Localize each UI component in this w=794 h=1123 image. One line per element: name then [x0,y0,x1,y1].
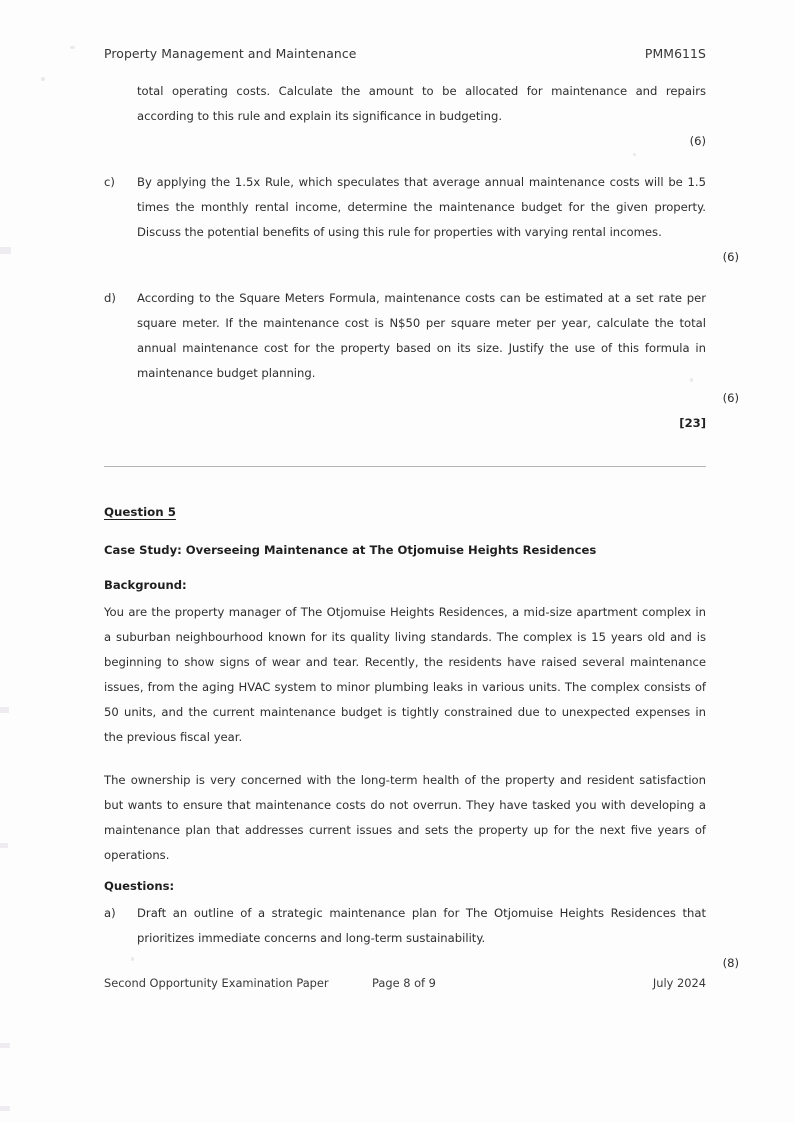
course-title: Property Management and Maintenance [104,46,357,61]
item-marks-a: (8) [722,956,739,970]
scan-edge-artifact [0,1106,10,1111]
item-marker-d: d) [104,291,116,305]
footer-paper-type: Second Opportunity Examination Paper [104,976,329,990]
item-text-a: Draft an outline of a strategic maintenance plan for The Otjomuise Heights Residences that prioritizes immediate concerns and long-term sustainability. [137,906,706,945]
footer-date: July 2024 [652,976,706,990]
question5-item-a [104,901,739,976]
section-total-marks: [23] [679,416,706,430]
background-paragraph-2: The ownership is very concerned with the long-term health of the property and resident satisfaction but wants to ensure that maintenance costs do not overrun. They have tasked you with developing a maintenance plan that addresses current issues and sets the property up for the next five years of operations. [104,773,706,862]
question-item-d [104,286,739,411]
document-header [104,46,706,61]
continuation-marks: (6) [689,134,706,148]
question-item-c [104,170,739,270]
document-footer [104,976,706,990]
questions-label: Questions: [104,879,175,893]
scan-edge-artifact [0,707,9,713]
item-marker-a: a) [104,906,116,920]
document-content [104,46,739,976]
item-marks-c: (6) [722,250,739,264]
item-text-d: According to the Square Meters Formula, maintenance costs can be estimated at a set rate per square meter. If the maintenance cost is N$50 per square meter per year, calculate the total annual maintenance cost for the property based on its size. Justify the use of this formula in maintenance budget planning. [137,291,706,380]
question5-heading: Question 5 [104,505,176,519]
scan-artifact [41,77,45,81]
scan-edge-artifact [0,843,8,848]
scan-artifact [70,46,75,49]
footer-page-number: Page 8 of 9 [372,976,436,990]
continuation-paragraph: total operating costs. Calculate the amount to be allocated for maintenance and repairs according to this rule and explain its significance in budgeting. [137,84,706,123]
background-paragraph-1: You are the property manager of The Otjomuise Heights Residences, a mid-size apartment complex in a suburban neighbourhood known for its quality living standards. The complex is 15 years old and is beginning to show signs of wear and tear. Recently, the residents have raised several maintenance issues, from the aging HVAC system to minor plumbing leaks in various units. The complex consists of 50 units, and the current maintenance budget is tightly constrained due to unexpected expenses in the previous fiscal year. [104,605,706,744]
scan-edge-artifact [0,247,11,254]
item-text-c: By applying the 1.5x Rule, which speculates that average annual maintenance costs will be 1.5 times the monthly rental income, determine the maintenance budget for the given property. Discuss the potential benefits of using this rule for properties with varying rental incomes. [137,175,706,239]
item-marks-d: (6) [722,391,739,405]
case-study-title: Case Study: Overseeing Maintenance at The Otjomuise Heights Residences [104,543,597,557]
scan-edge-artifact [0,1043,10,1048]
background-label: Background: [104,578,187,592]
course-code: PMM611S [644,46,706,61]
continuation-block [137,79,706,154]
question5-heading-wrap [104,501,706,520]
item-marker-c: c) [104,175,115,189]
